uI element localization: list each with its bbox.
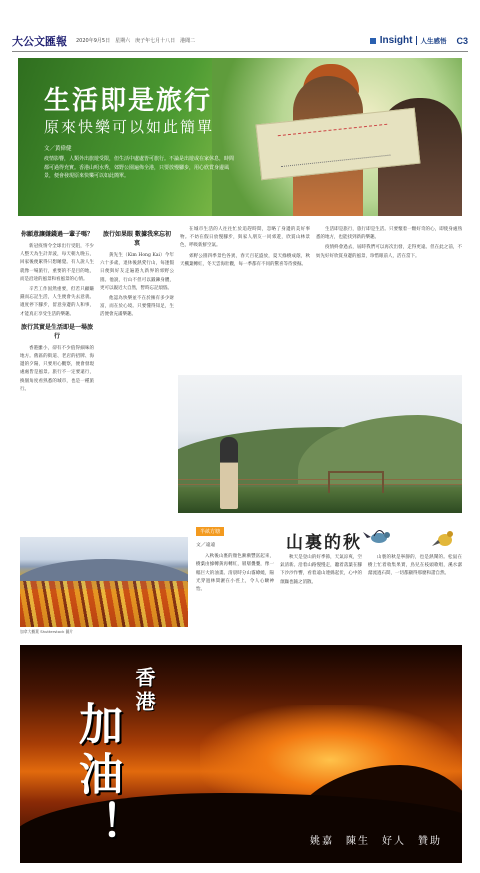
column-3-paragraph: 在城市生活的人往往忙於追趕時間，忽略了身邊的美好事物。不妨在假日放慢腳步，與家人朋友一同郊遊，欣賞山林景色，呼吸新鮮空氣。 [180,227,310,249]
autumn-paragraph: 入秋後山裏的顏色漸漸豐富起來，樹葉由綠轉黃再轉紅，層層疊疊，像一幅巨大的油畫。清晨時分山霧繚繞，陽光穿過林間灑在小徑上，令人心曠神怡。 [196,554,274,593]
column-2-paragraph: 他認為快樂並不在於擁有多少財富，而在於心境。只要懂得知足，生活便會充滿樂趣。 [100,296,174,318]
autumn-photo [20,537,188,627]
photo-person [220,437,238,509]
page-number: C3 [456,35,468,46]
column-1-paragraph: 香港雖小，卻有不少值得細味的地方。舊區的街道、老店的招牌、海邊的夕陽，只要用心觀察，便會發現處處皆是風景。旅行不一定要遠行，換個角度看熟悉的城市，也是一種旅行。 [20,345,94,392]
section-square-icon [370,38,376,44]
ad-slogan-big: 加油！ [71,701,122,851]
section-label: 人生感悟 [416,36,446,45]
column-4-paragraph: 生活即是旅行，旅行即是生活。只要懷着一顆好奇的心，即使身處熟悉的地方，也能找到新的樂趣。 [316,227,462,241]
autumn-column-3 [368,554,462,638]
bird-illustration-icon [430,526,460,550]
column-1-heading: 你願意讓嫌錢過一輩子嗎？ [20,231,93,238]
autumn-byline: 文／遠遠 [196,543,216,548]
insight-label: Insight [379,35,413,46]
photo-caption: 加拿大楓葉 Shutterstock 圖片 [20,629,74,634]
autumn-column-2 [280,554,362,638]
ad-slogan-small: 香港 [132,667,156,715]
hero-title: 生活即是旅行 [44,86,213,116]
article-byline: 文／黃偉健 [44,146,72,152]
column-1-heading-2: 旅行其實是生活即是一場旅行 [20,323,93,340]
column-1-paragraph: 辛苦工作固然重要，但若只顧賺錢而忘記生活，人生便會失去意義。適度停下腳步，留意身邊的人和事，才能真正享受生活的樂趣。 [20,287,94,317]
column-4-paragraph: 疫情終會過去，屆時我們可以再次出發，走得更遠。但在此之前，不妨先好好欣賞身邊的風景，珍惜眼前人，活在當下。 [316,245,462,259]
article-column-3 [180,226,310,372]
ad-sponsor-names: 姚嘉 陳生 好人 贊助 [310,836,442,847]
autumn-paragraph: 秋天是登山的好季節，天氣涼爽，空氣清新。沿着山路慢慢走，聽着落葉在腳下沙沙作響，看着遠山連綿起伏，心中的煩躁也隨之消散。 [280,555,362,585]
autumn-paragraph: 山裏的秋是寧靜的，也是熱鬧的。松鼠在樹上忙着收集果實，鳥兒在枝頭歌唱，溪水潺潺流過石間，一切都顯得那麼和諧自然。 [368,555,462,577]
article-column-1 [20,226,94,526]
column-1-paragraph: 新冠疫情令全球出行受阻，不少人整天為生計奔波，每天朝九晚五，回家後便累得只想睡覺。有人說人生就像一場旅行，重要的不是目的地，而是沿途的風景和看風景的心情。 [20,244,94,282]
photo-autumn-trees [20,581,188,627]
article-column-4 [316,226,462,372]
sponsor-advertisement [20,645,462,863]
bird-illustration-icon [362,526,396,548]
hero-subtitle: 原來快樂可以如此簡單 [44,118,215,136]
column-2-paragraph: 黃先生（Kim Hong Kai）今年六十多歲，退休後熱愛行山，每逢假日便與好友走遍港九新界的郊野公園。他說，行山不但可以鍛鍊身體，更可以親近大自然，暫時忘記煩惱。 [100,253,174,291]
column-2-heading: 旅行如果眼 數據我來忘初衷 [102,231,172,247]
autumn-column-1 [196,542,274,638]
article-column-2 [100,226,174,376]
newspaper-logo: 大公文匯報 [12,34,67,48]
hero-banner [18,58,462,216]
autumn-title: 山裏的秋 [286,533,362,553]
dateline: 2020年9月5日 星期六 庚子年七月十八日 港聞二 [76,38,196,44]
article-intro: 疫情影響，人類外出旅遊受限，但生活中處處皆可旅行。不論是出遊或在家休息，時間都可過得充實。香港山明水秀，郊野公園遍佈全港，只要放慢腳步，用心欣賞身邊風景，便會發現原來快樂可以如此簡單。 [44,156,235,179]
photo-bench [328,471,384,493]
masthead [12,30,468,52]
column-3-paragraph: 郊野公園四季景色各異，春天百花盛放，夏天綠樹成蔭，秋天楓葉轉紅，冬天雲海壯觀，每一季都有不同的驚喜等待發掘。 [180,253,310,267]
mountain-photo [178,375,462,513]
column-tag: 半畝方塘 [196,527,224,536]
section-header [370,35,468,46]
